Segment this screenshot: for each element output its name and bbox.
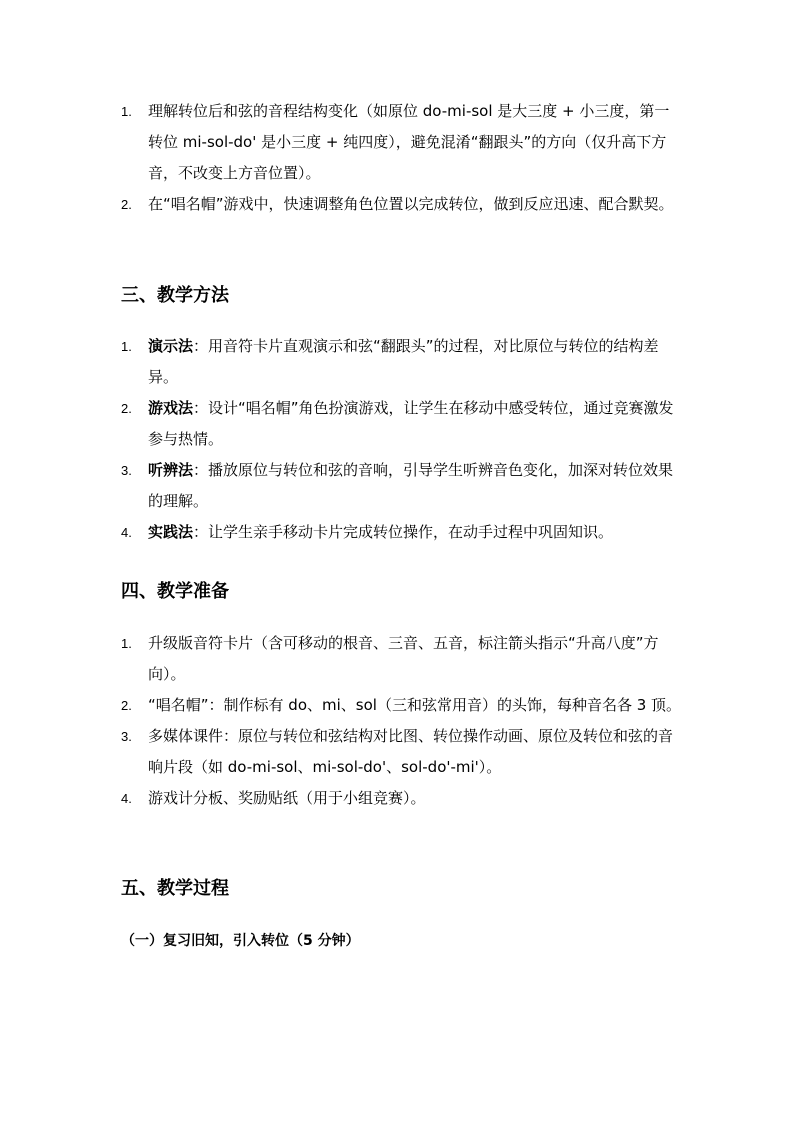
list-text: “唱名帽”：制作标有 do、mi、sol（三和弦常用音）的头饰，每种音名各 3 顶。 — [148, 696, 682, 714]
preparation-list — [0, 628, 794, 814]
list-item — [0, 189, 794, 220]
list-number: 1. — [121, 104, 132, 119]
section-heading-preparation: 四、教学准备 — [121, 581, 229, 602]
list-number: 3. — [121, 729, 132, 744]
list-text: 理解转位后和弦的音程结构变化（如原位 do-mi-sol 是大三度 + 小三度，第一转位 mi-sol-do' 是小三度 + 纯四度），避免混淆“翻跟头”的方向（仅升高下方音，不改变上方音位置）。 — [148, 102, 670, 182]
list-item — [0, 517, 794, 548]
list-number: 4. — [121, 791, 132, 806]
list-number: 2. — [121, 401, 132, 416]
list-text: 游戏计分板、奖励贴纸（用于小组竞赛）。 — [148, 789, 426, 807]
list-item — [0, 721, 794, 783]
list-text: 升级版音符卡片（含可移动的根音、三音、五音，标注箭头指示“升高八度”方向）。 — [148, 634, 659, 683]
methods-list — [0, 331, 794, 548]
method-keyword: 实践法 — [148, 523, 194, 541]
objectives-list — [0, 96, 794, 220]
list-item — [0, 96, 794, 189]
list-item — [0, 628, 794, 690]
list-number: 3. — [121, 463, 132, 478]
method-keyword: 听辨法 — [148, 461, 194, 479]
list-text: ：用音符卡片直观演示和弦“翻跟头”的过程，对比原位与转位的结构差异。 — [148, 337, 659, 386]
list-number: 1. — [121, 339, 132, 354]
list-text: ：设计“唱名帽”角色扮演游戏，让学生在移动中感受转位，通过竞赛激发参与热情。 — [148, 399, 674, 448]
list-item — [0, 690, 794, 721]
method-keyword: 演示法 — [148, 337, 194, 355]
subsection-heading: （一）复习旧知，引入转位（5 分钟） — [121, 933, 360, 949]
list-number: 2. — [121, 197, 132, 212]
list-text: ：播放原位与转位和弦的音响，引导学生听辨音色变化，加深对转位效果的理解。 — [148, 461, 674, 510]
list-item — [0, 783, 794, 814]
section-heading-process: 五、教学过程 — [121, 878, 229, 899]
list-item — [0, 393, 794, 455]
list-item — [0, 331, 794, 393]
list-text: 在“唱名帽”游戏中，快速调整角色位置以完成转位，做到反应迅速、配合默契。 — [148, 195, 674, 213]
list-item — [0, 455, 794, 517]
method-keyword: 游戏法 — [148, 399, 194, 417]
list-number: 4. — [121, 525, 132, 540]
section-heading-methods: 三、教学方法 — [121, 285, 229, 306]
list-text: ：让学生亲手移动卡片完成转位操作，在动手过程中巩固知识。 — [193, 523, 614, 541]
list-number: 1. — [121, 636, 132, 651]
list-text: 多媒体课件：原位与转位和弦结构对比图、转位操作动画、原位及转位和弦的音响片段（如 do-mi-sol、mi-sol-do'、sol-do'-mi'）。 — [148, 727, 674, 776]
list-number: 2. — [121, 698, 132, 713]
